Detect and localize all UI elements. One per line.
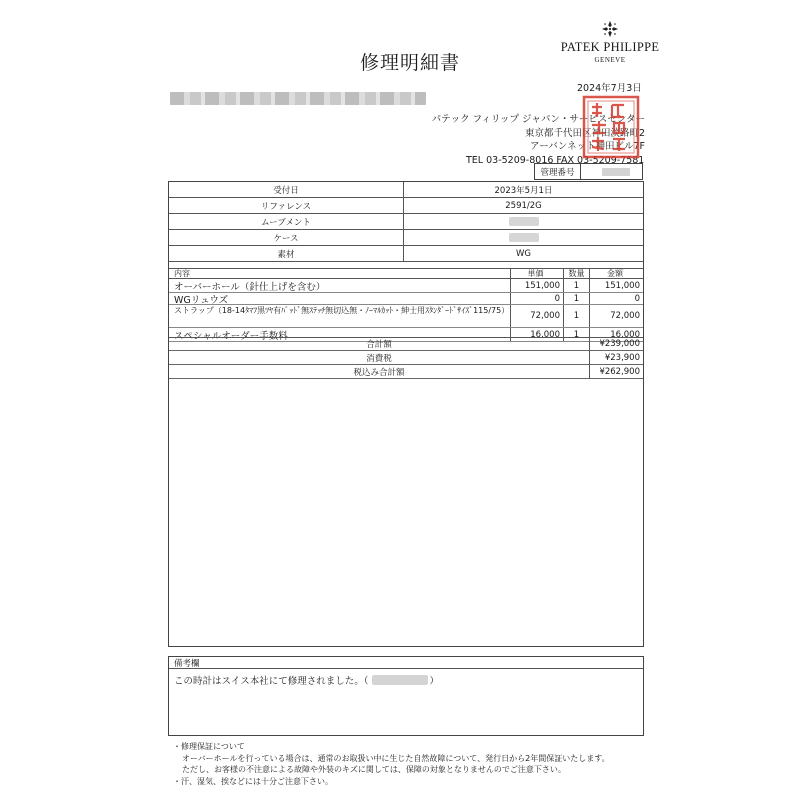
management-number-label: 管理番号 <box>535 164 581 179</box>
redacted-remarks-detail <box>372 675 428 685</box>
info-label: ケース <box>169 230 404 245</box>
info-row-case <box>169 230 643 246</box>
redacted-case <box>509 233 539 242</box>
table-row <box>169 279 643 293</box>
items-header-row <box>169 268 643 279</box>
total-value: ¥23,900 <box>590 351 643 365</box>
info-value <box>404 230 643 245</box>
remarks-text: この時計はスイス本社にて修理されました。（ <box>174 676 369 687</box>
header-amount: 金額 <box>607 269 623 278</box>
table-row <box>169 293 643 305</box>
remarks-text-end: ） <box>429 676 439 687</box>
info-row-reference <box>169 198 643 214</box>
warranty-line: オーバーホールを行っている場合は、通常のお取扱い中に生じた自然故障について、発行日から2年間保証いたします。 <box>182 753 610 763</box>
remarks-box <box>168 656 644 736</box>
info-label: 素材 <box>169 246 404 261</box>
item-quantity: 1 <box>564 305 590 327</box>
total-label: 合計額 <box>169 337 590 351</box>
total-row-tax <box>169 351 643 365</box>
totals-table <box>169 337 643 379</box>
info-row-material <box>169 246 643 262</box>
info-value: 2023年5月1日 <box>494 185 553 196</box>
item-description: オーバーホール（針仕上げを含む） <box>169 279 511 292</box>
company-address-line1: 東京都千代田区神田淡路町2 <box>524 127 645 139</box>
info-label: ムーブメント <box>169 214 404 229</box>
header-description: 内容 <box>169 269 511 278</box>
item-description: WGリュウズ <box>169 293 511 304</box>
info-row-movement <box>169 214 643 230</box>
info-label: 受付日 <box>169 182 404 197</box>
remarks-heading: 備考欄 <box>169 657 643 669</box>
item-quantity: 1 <box>564 328 590 341</box>
item-description: スペシャルオーダー手数料 <box>169 328 511 341</box>
company-tel-fax: TEL 03-5209-8016 FAX 03-5209-7581 <box>466 154 645 166</box>
info-label: リファレンス <box>169 198 404 213</box>
item-description: ストラップ（18-14ﾀﾏﾌ黒ﾂﾔ有ﾊﾟｯﾄﾞ無ｽﾃｯﾁ無切込無・ﾉｰﾏﾙｶｯﾄ・紳士用ｽﾀﾝﾀﾞｰﾄﾞｻｲｽﾞ115/75） <box>169 305 511 327</box>
document-title: 修理明細書 <box>359 52 460 74</box>
warranty-line: ただし、お客様の不注意による故障や外装のキズに関しては、保障の対象となりませんのでご注意下さい。 <box>182 765 566 774</box>
warranty-notes <box>173 741 643 787</box>
redacted-management-number <box>602 168 630 176</box>
item-quantity: 1 <box>564 293 590 304</box>
brand-logo <box>560 20 660 64</box>
company-seal-stamp <box>582 95 640 159</box>
item-unit-price: 16,000 <box>511 328 564 341</box>
total-value: ¥262,900 <box>590 365 643 379</box>
redacted-movement <box>509 217 539 226</box>
item-amount: 16,000 <box>610 329 640 340</box>
total-label: 税込み合計額 <box>169 365 590 379</box>
item-amount: 72,000 <box>610 311 640 321</box>
warranty-heading: ・修理保証について <box>173 742 245 751</box>
company-address-line2: アーバンネット神田ビル7F <box>530 141 645 152</box>
item-unit-price: 151,000 <box>511 279 564 292</box>
item-unit-price: 72,000 <box>511 305 564 327</box>
info-row-reception-date <box>169 182 643 198</box>
redacted-recipient <box>170 92 426 105</box>
total-row-subtotal <box>169 337 643 351</box>
header-unit-price: 単価 <box>511 269 564 278</box>
table-row <box>169 305 643 328</box>
total-value: ¥239,000 <box>590 337 643 351</box>
total-label: 消費税 <box>169 351 590 365</box>
calatrava-cross-icon <box>601 20 619 38</box>
management-number-value <box>581 164 642 179</box>
company-name: パテック フィリップ ジャパン・サービスセンター <box>431 114 645 125</box>
issue-date: 2024年7月3日 <box>577 83 642 94</box>
brand-city: GENEVE <box>594 56 626 64</box>
header-quantity: 数量 <box>564 269 590 278</box>
info-value: 2591/2G <box>505 200 542 211</box>
item-amount: 0 <box>634 293 640 304</box>
management-number-box <box>534 163 643 180</box>
info-value <box>404 214 643 229</box>
brand-name: PATEK PHILIPPE <box>560 40 660 54</box>
item-quantity: 1 <box>564 279 590 292</box>
item-amount: 151,000 <box>604 280 640 291</box>
remarks-body <box>169 669 643 691</box>
watch-info-table <box>169 182 643 262</box>
info-value: WG <box>516 248 531 259</box>
total-row-grand-total <box>169 365 643 379</box>
item-unit-price: 0 <box>511 293 564 304</box>
repair-items-table <box>169 268 643 342</box>
care-note: ・汗、湿気、挨などには十分ご注意下さい。 <box>173 776 333 786</box>
statement-frame <box>168 181 644 647</box>
